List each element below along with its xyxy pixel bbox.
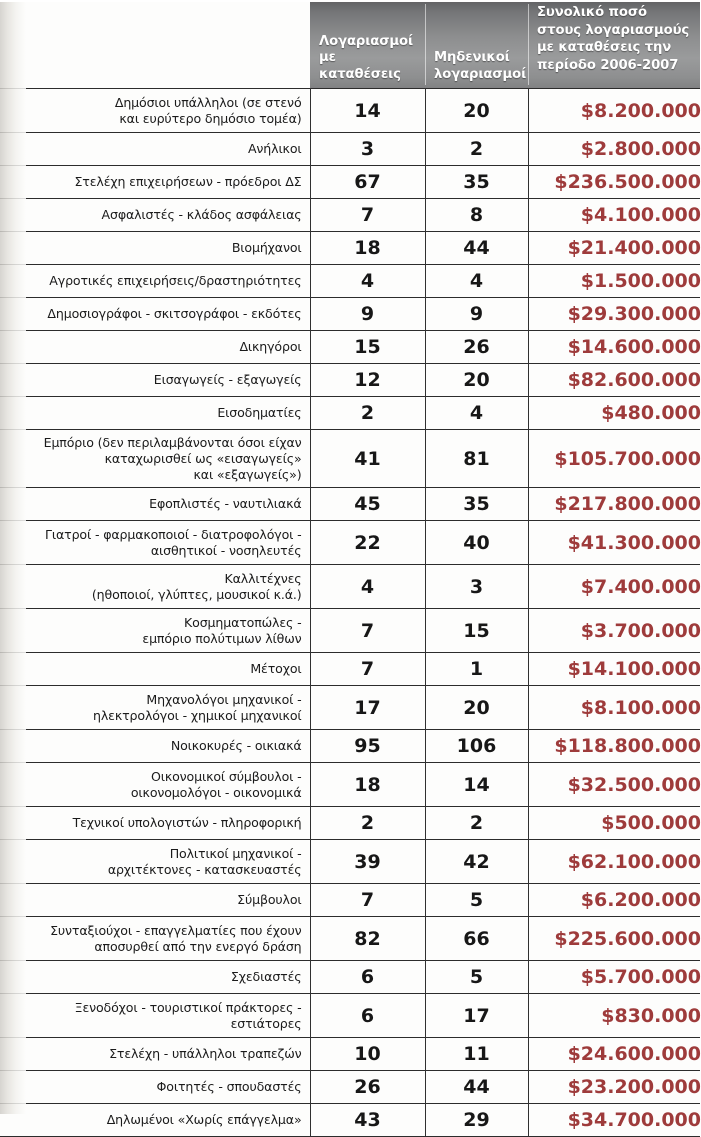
- table-row: [0, 653, 700, 686]
- paper-top-margin: [0, 0, 700, 2]
- cell-zero-accounts: 2: [425, 807, 528, 840]
- table-body: [0, 89, 700, 1137]
- cell-accounts-with-deposits: 15: [310, 331, 425, 364]
- cell-zero-accounts: 20: [425, 364, 528, 397]
- cell-accounts-with-deposits: 7: [310, 199, 425, 232]
- cell-total-amount: [528, 730, 700, 763]
- row-label: [0, 298, 310, 331]
- row-label: [0, 1071, 310, 1104]
- row-label-line: Τεχνικοί υπολογιστών - πληροφορική: [72, 815, 302, 830]
- table-row: [0, 298, 700, 331]
- table-row: [0, 840, 700, 884]
- row-label-line: οικονομολόγοι - οικονομικά: [130, 784, 302, 800]
- cell-total-amount: [528, 199, 700, 232]
- row-label: [0, 840, 310, 884]
- cell-accounts-with-deposits: 3: [310, 133, 425, 166]
- row-label-line: Μέτοχοι: [250, 661, 302, 676]
- table-row: [0, 521, 700, 565]
- row-label-line: καταχωρισθεί ως «εισαγωγείς»: [104, 450, 302, 466]
- cell-accounts-with-deposits: 2: [310, 807, 425, 840]
- cell-total-amount: [528, 807, 700, 840]
- column-header-zero-accounts: [425, 0, 528, 88]
- row-label-line: αισθητικοί - νοσηλευτές: [150, 542, 302, 558]
- cell-total-amount: [528, 1071, 700, 1104]
- row-label: [0, 1038, 310, 1071]
- column-header-zero-line-1: Μηδενικοί: [434, 50, 510, 65]
- row-label: [0, 133, 310, 166]
- row-label-line: Ανήλικοι: [247, 141, 302, 156]
- cell-total-amount: [528, 609, 700, 653]
- column-header-total-line-1: Συνολικό ποσό: [537, 5, 647, 20]
- row-label: [0, 653, 310, 686]
- cell-zero-accounts: 14: [425, 763, 528, 807]
- total-amount-value: $21.400.000: [567, 237, 701, 259]
- table-row: [0, 1104, 700, 1137]
- cell-accounts-with-deposits: 45: [310, 488, 425, 521]
- row-label-line: ηλεκτρολόγοι - χημικοί μηχανικοί: [93, 707, 302, 723]
- cell-total-amount: [528, 686, 700, 730]
- row-label-line: Εισοδηματίες: [217, 405, 302, 420]
- row-label-line: Εφοπλιστές - ναυτιλιακά: [149, 496, 302, 511]
- row-label: [0, 265, 310, 298]
- total-amount-value: $29.300.000: [567, 303, 701, 325]
- row-label-line: Μηχανολόγοι μηχανικοί -: [146, 691, 302, 707]
- row-label: [0, 730, 310, 763]
- row-label-line: Δημόσιοι υπάλληλοι (σε στενό: [114, 94, 302, 110]
- total-amount-value: $830.000: [601, 1004, 701, 1027]
- row-label-line: Νοικοκυρές - οικιακά: [170, 738, 302, 753]
- table-header-band: [310, 0, 700, 88]
- cell-zero-accounts: 29: [425, 1104, 528, 1137]
- cell-zero-accounts: 81: [425, 430, 528, 488]
- row-label: [0, 232, 310, 265]
- row-label: [0, 488, 310, 521]
- cell-total-amount: [528, 430, 700, 488]
- row-label-line: Στελέχη - υπάλληλοι τραπεζών: [109, 1046, 302, 1061]
- row-label-line: Φοιτητές - σπουδαστές: [156, 1079, 302, 1094]
- total-amount-value: $2.800.000: [580, 138, 701, 160]
- cell-total-amount: [528, 884, 700, 917]
- cell-zero-accounts: 1: [425, 653, 528, 686]
- row-label-line: αποσυρθεί από την ενεργό δράση: [94, 938, 302, 954]
- cell-accounts-with-deposits: 6: [310, 961, 425, 994]
- cell-total-amount: [528, 961, 700, 994]
- row-label: [0, 565, 310, 609]
- row-label-line: Πολιτικοί μηχανικοί -: [169, 845, 302, 861]
- column-header-accounts-with-deposits: [310, 0, 425, 88]
- cell-zero-accounts: 9: [425, 298, 528, 331]
- table-row: [0, 430, 700, 488]
- cell-accounts-with-deposits: 18: [310, 763, 425, 807]
- row-label-line: Δηλωμένοι «Χωρίς επάγγελμα»: [106, 1112, 302, 1127]
- row-label-line: Σύμβουλοι: [237, 892, 302, 907]
- row-label-line: και ευρύτερο δημόσιο τομέα): [119, 110, 302, 126]
- total-amount-value: $14.100.000: [567, 658, 701, 680]
- cell-accounts-with-deposits: 10: [310, 1038, 425, 1071]
- cell-total-amount: [528, 364, 700, 397]
- total-amount-value: $7.400.000: [580, 575, 701, 598]
- row-label: [0, 1104, 310, 1137]
- row-label-line: Σχεδιαστές: [230, 969, 302, 984]
- cell-accounts-with-deposits: 67: [310, 166, 425, 199]
- cell-zero-accounts: 5: [425, 884, 528, 917]
- row-label-line: εμπόριο πολύτιμων λίθων: [142, 630, 302, 646]
- cell-accounts-with-deposits: 41: [310, 430, 425, 488]
- cell-accounts-with-deposits: 2: [310, 397, 425, 430]
- total-amount-value: $500.000: [601, 812, 701, 834]
- total-amount-value: $105.700.000: [554, 447, 701, 470]
- cell-total-amount: [528, 397, 700, 430]
- total-amount-value: $32.500.000: [567, 773, 701, 796]
- row-label: [0, 763, 310, 807]
- table-row: [0, 807, 700, 840]
- cell-total-amount: [528, 166, 700, 199]
- row-label: [0, 917, 310, 961]
- row-label-line: Στελέχη επιχειρήσεων - πρόεδροι ΔΣ: [74, 174, 302, 189]
- row-label-line: Συνταξιούχοι - επαγγελματίες που έχουν: [50, 922, 302, 938]
- table-row: [0, 1038, 700, 1071]
- cell-zero-accounts: 44: [425, 232, 528, 265]
- cell-total-amount: [528, 840, 700, 884]
- cell-accounts-with-deposits: 43: [310, 1104, 425, 1137]
- row-label-line: Κοσμηματοπώλες -: [184, 614, 302, 630]
- total-amount-value: $217.800.000: [554, 493, 701, 515]
- total-amount-value: $4.100.000: [580, 204, 701, 226]
- total-amount-value: $5.700.000: [580, 966, 701, 988]
- row-label: [0, 331, 310, 364]
- cell-total-amount: [528, 763, 700, 807]
- cell-accounts-with-deposits: 17: [310, 686, 425, 730]
- table-row: [0, 364, 700, 397]
- total-amount-value: $24.600.000: [567, 1043, 701, 1065]
- cell-zero-accounts: 8: [425, 199, 528, 232]
- cell-zero-accounts: 106: [425, 730, 528, 763]
- cell-total-amount: [528, 565, 700, 609]
- row-label: [0, 884, 310, 917]
- total-amount-value: $8.200.000: [580, 99, 701, 122]
- row-label: [0, 430, 310, 488]
- row-label: [0, 961, 310, 994]
- total-amount-value: $3.700.000: [580, 619, 701, 642]
- cell-total-amount: [528, 133, 700, 166]
- cell-total-amount: [528, 265, 700, 298]
- row-label-line: Δικηγόροι: [239, 339, 302, 354]
- cell-zero-accounts: 4: [425, 397, 528, 430]
- cell-total-amount: [528, 1038, 700, 1071]
- column-header-total-line-3: με καταθέσεις την: [537, 40, 672, 55]
- total-amount-value: $23.200.000: [567, 1076, 701, 1098]
- total-amount-value: $480.000: [601, 402, 701, 424]
- cell-total-amount: [528, 488, 700, 521]
- row-label: [0, 199, 310, 232]
- cell-zero-accounts: 20: [425, 89, 528, 133]
- total-amount-value: $62.100.000: [567, 850, 701, 873]
- cell-accounts-with-deposits: 39: [310, 840, 425, 884]
- cell-total-amount: [528, 994, 700, 1038]
- table-row: [0, 884, 700, 917]
- cell-accounts-with-deposits: 95: [310, 730, 425, 763]
- row-label: [0, 166, 310, 199]
- total-amount-value: $1.500.000: [580, 270, 701, 292]
- cell-zero-accounts: 26: [425, 331, 528, 364]
- row-label-line: και «εξαγωγείς»): [193, 466, 302, 482]
- row-label-line: Οικονομικοί σύμβουλοι -: [150, 768, 302, 784]
- total-amount-value: $236.500.000: [554, 171, 701, 193]
- total-amount-value: $225.600.000: [554, 927, 701, 950]
- row-label-line: Βιομήχανοι: [231, 240, 302, 255]
- table-row: [0, 331, 700, 364]
- total-amount-value: $6.200.000: [580, 889, 701, 911]
- row-label-line: (ηθοποιοί, γλύπτες, μουσικοί κ.ά.): [91, 586, 302, 602]
- table-row: [0, 397, 700, 430]
- table-row: [0, 199, 700, 232]
- cell-zero-accounts: 66: [425, 917, 528, 961]
- row-label: [0, 994, 310, 1038]
- cell-zero-accounts: 11: [425, 1038, 528, 1071]
- row-label-line: Αγροτικές επιχειρήσεις/δραστηριότητες: [49, 273, 302, 288]
- table-row: [0, 917, 700, 961]
- row-label-line: Γιατροί - φαρμακοποιοί - διατροφολόγοι -: [45, 526, 302, 542]
- total-amount-value: $118.800.000: [554, 735, 701, 757]
- cell-accounts-with-deposits: 22: [310, 521, 425, 565]
- row-label-line: Ξενοδόχοι - τουριστικοί πράκτορες -: [74, 999, 302, 1015]
- row-label: [0, 609, 310, 653]
- row-label-line: Ασφαλιστές - κλάδος ασφάλειας: [101, 207, 302, 222]
- row-label-line: Δημοσιογράφοι - σκιτσογράφοι - εκδότες: [47, 306, 302, 321]
- cell-accounts-with-deposits: 12: [310, 364, 425, 397]
- table-body-wrapper: [0, 88, 700, 1137]
- cell-zero-accounts: 2: [425, 133, 528, 166]
- cell-accounts-with-deposits: 7: [310, 884, 425, 917]
- table-row: [0, 232, 700, 265]
- cell-accounts-with-deposits: 18: [310, 232, 425, 265]
- cell-accounts-with-deposits: 14: [310, 89, 425, 133]
- cell-total-amount: [528, 1104, 700, 1137]
- cell-zero-accounts: 40: [425, 521, 528, 565]
- table-row: [0, 994, 700, 1038]
- cell-accounts-with-deposits: 82: [310, 917, 425, 961]
- cell-zero-accounts: 35: [425, 488, 528, 521]
- cell-total-amount: [528, 521, 700, 565]
- cell-accounts-with-deposits: 7: [310, 609, 425, 653]
- table-row: [0, 265, 700, 298]
- table-row: [0, 488, 700, 521]
- cell-total-amount: [528, 232, 700, 265]
- deposits-by-profession-table: [0, 88, 700, 1137]
- row-label: [0, 397, 310, 430]
- cell-zero-accounts: 4: [425, 265, 528, 298]
- cell-total-amount: [528, 331, 700, 364]
- cell-accounts-with-deposits: 6: [310, 994, 425, 1038]
- total-amount-value: $82.600.000: [567, 369, 701, 391]
- row-label: [0, 686, 310, 730]
- table-row: [0, 961, 700, 994]
- total-amount-value: $34.700.000: [567, 1109, 701, 1131]
- total-amount-value: $8.100.000: [580, 696, 701, 719]
- cell-total-amount: [528, 89, 700, 133]
- table-row: [0, 89, 700, 133]
- cell-accounts-with-deposits: 26: [310, 1071, 425, 1104]
- row-label: [0, 364, 310, 397]
- row-label-line: Καλλιτέχνες: [224, 570, 302, 586]
- row-label-line: αρχιτέκτονες - κατασκευαστές: [107, 861, 302, 877]
- cell-zero-accounts: 44: [425, 1071, 528, 1104]
- table-row: [0, 166, 700, 199]
- row-label-line: εστιάτορες: [230, 1015, 302, 1031]
- table-row: [0, 609, 700, 653]
- cell-zero-accounts: 5: [425, 961, 528, 994]
- column-header-total-line-4: περίοδο 2006-2007: [537, 57, 679, 73]
- table-row: [0, 686, 700, 730]
- cell-accounts-with-deposits: 9: [310, 298, 425, 331]
- table-row: [0, 730, 700, 763]
- table-row: [0, 763, 700, 807]
- cell-total-amount: [528, 917, 700, 961]
- cell-zero-accounts: 35: [425, 166, 528, 199]
- column-header-accounts-line-1: Λογαριασμοί: [319, 33, 414, 49]
- total-amount-value: $14.600.000: [567, 336, 701, 358]
- column-header-zero-line-2: λογαριασμοί: [434, 66, 527, 82]
- table-row: [0, 565, 700, 609]
- cell-accounts-with-deposits: 4: [310, 565, 425, 609]
- cell-accounts-with-deposits: 4: [310, 265, 425, 298]
- row-label: [0, 89, 310, 133]
- row-label: [0, 807, 310, 840]
- table-row: [0, 1071, 700, 1104]
- column-header-total-line-2: στους λογαριασμούς: [537, 22, 690, 38]
- cell-accounts-with-deposits: 7: [310, 653, 425, 686]
- row-label: [0, 521, 310, 565]
- cell-total-amount: [528, 298, 700, 331]
- column-header-total-amount: [528, 0, 700, 88]
- cell-zero-accounts: 42: [425, 840, 528, 884]
- cell-zero-accounts: 20: [425, 686, 528, 730]
- cell-zero-accounts: 15: [425, 609, 528, 653]
- cell-zero-accounts: 17: [425, 994, 528, 1038]
- row-label-line: Εμπόριο (δεν περιλαμβάνονται όσοι είχαν: [43, 434, 302, 450]
- cell-zero-accounts: 3: [425, 565, 528, 609]
- column-header-accounts-line-2: με καταθέσεις: [319, 50, 401, 82]
- row-label-line: Εισαγωγείς - εξαγωγείς: [153, 372, 302, 387]
- total-amount-value: $41.300.000: [567, 531, 701, 554]
- table-row: [0, 133, 700, 166]
- cell-total-amount: [528, 653, 700, 686]
